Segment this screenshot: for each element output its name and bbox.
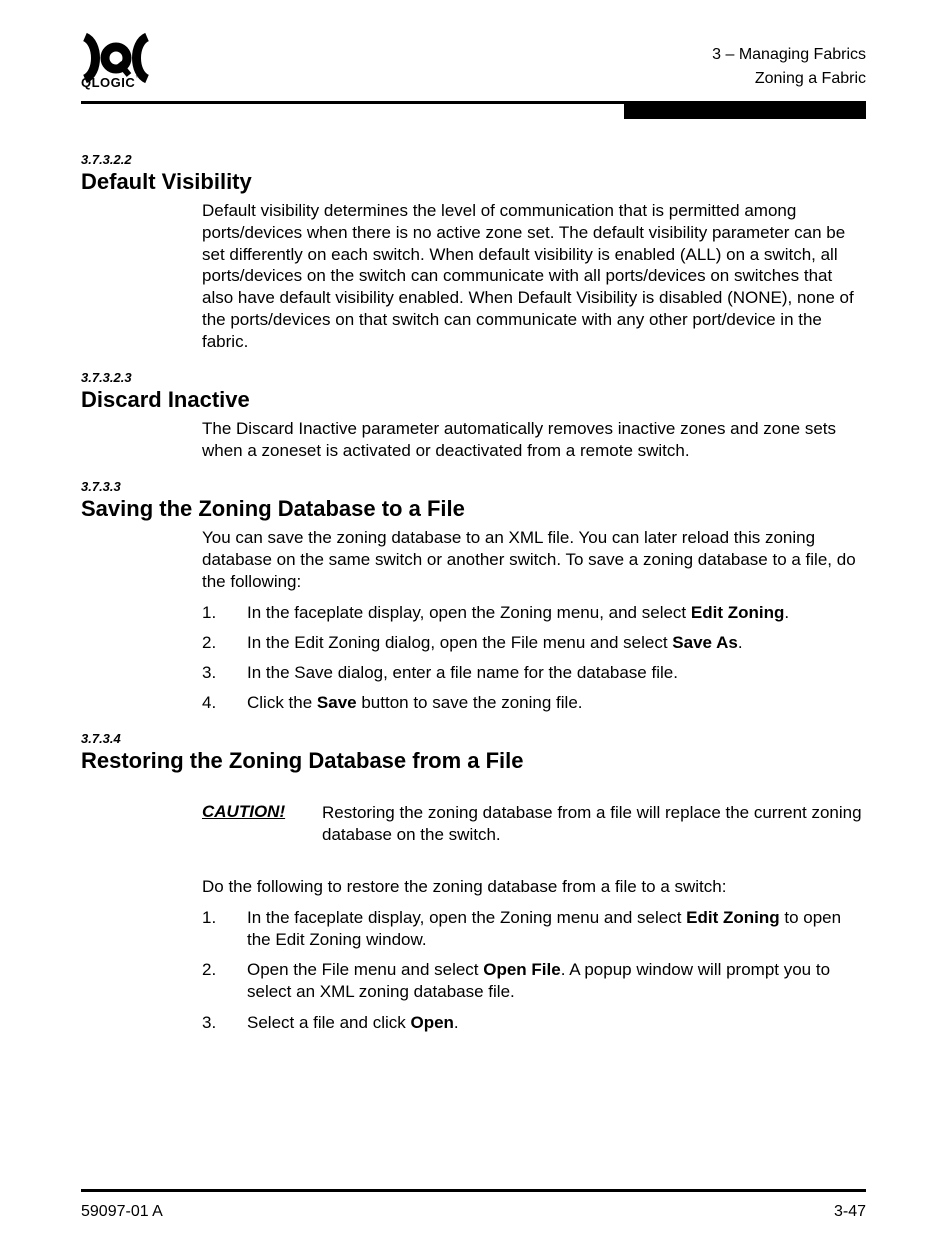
step-number: 3.	[202, 1013, 217, 1032]
step-number: 1.	[202, 908, 217, 927]
logo-wordmark: QLOGIC™	[81, 75, 141, 90]
step-number: 4.	[202, 693, 217, 712]
caution-text: Restoring the zoning database from a file will replace the current zoning database on the switch.	[322, 803, 862, 844]
paragraph: Default visibility determines the level of communication that is permitted among ports/devices when there is no active zone set. The default visibility parameter can be set differently on each switch. When default visibility is enabled (ALL) on a switch, all ports/devices on the switch can communicate with all ports/devices on switches that also have default visibility enabled. When Default Visibility is disabled (NONE), none of the ports/devices on that switch can communicate with any other port/device in the fabric.	[202, 201, 854, 351]
list-item: Click the Save button to save the zoning file.	[247, 693, 583, 712]
caution-label: CAUTION!	[202, 802, 286, 821]
list-item: In the Save dialog, enter a file name for the database file.	[247, 663, 678, 682]
step-number: 3.	[202, 663, 217, 682]
list-item: In the faceplate display, open the Zoning menu and select Edit Zoning to open the Edit Zoning window.	[247, 908, 842, 949]
paragraph: The Discard Inactive parameter automatically removes inactive zones and zone sets when a zoneset is activated or deactivated from a remote switch.	[202, 419, 837, 460]
section-number: 3.7.3.3	[81, 479, 121, 494]
step-number: 1.	[202, 603, 217, 622]
section-number: 3.7.3.4	[81, 731, 121, 746]
paragraph: Do the following to restore the zoning database from a file to a switch:	[202, 877, 727, 896]
section-title: Discard Inactive	[81, 387, 250, 412]
step-number: 2.	[202, 633, 217, 652]
section-title: Restoring the Zoning Database from a File	[81, 748, 524, 773]
list-item: Select a file and click Open.	[247, 1013, 459, 1032]
step-number: 2.	[202, 960, 217, 979]
section-number: 3.7.3.2.3	[81, 370, 132, 385]
section-title: Default Visibility	[81, 169, 252, 194]
header-section: Zoning a Fabric	[754, 70, 866, 87]
footer-rule	[81, 1189, 866, 1192]
list-item: In the Edit Zoning dialog, open the File menu and select Save As.	[247, 633, 743, 652]
footer-doc-id: 59097-01 A	[81, 1203, 163, 1220]
paragraph: You can save the zoning database to an XML file. You can later reload this zoning database on the same switch or another switch. To save a zoning database to a file, do the following:	[202, 528, 856, 591]
section-title: Saving the Zoning Database to a File	[81, 496, 465, 521]
list-item: Open the File menu and select Open File. A popup window will prompt you to select an XML zoning database file.	[247, 960, 831, 1001]
header-chapter: 3 – Managing Fabrics	[712, 46, 866, 63]
header-tab-block	[624, 101, 866, 119]
footer-page-number: 3-47	[833, 1203, 866, 1220]
section-number: 3.7.3.2.2	[81, 152, 132, 167]
list-item: In the faceplate display, open the Zoning menu, and select Edit Zoning.	[247, 603, 790, 622]
